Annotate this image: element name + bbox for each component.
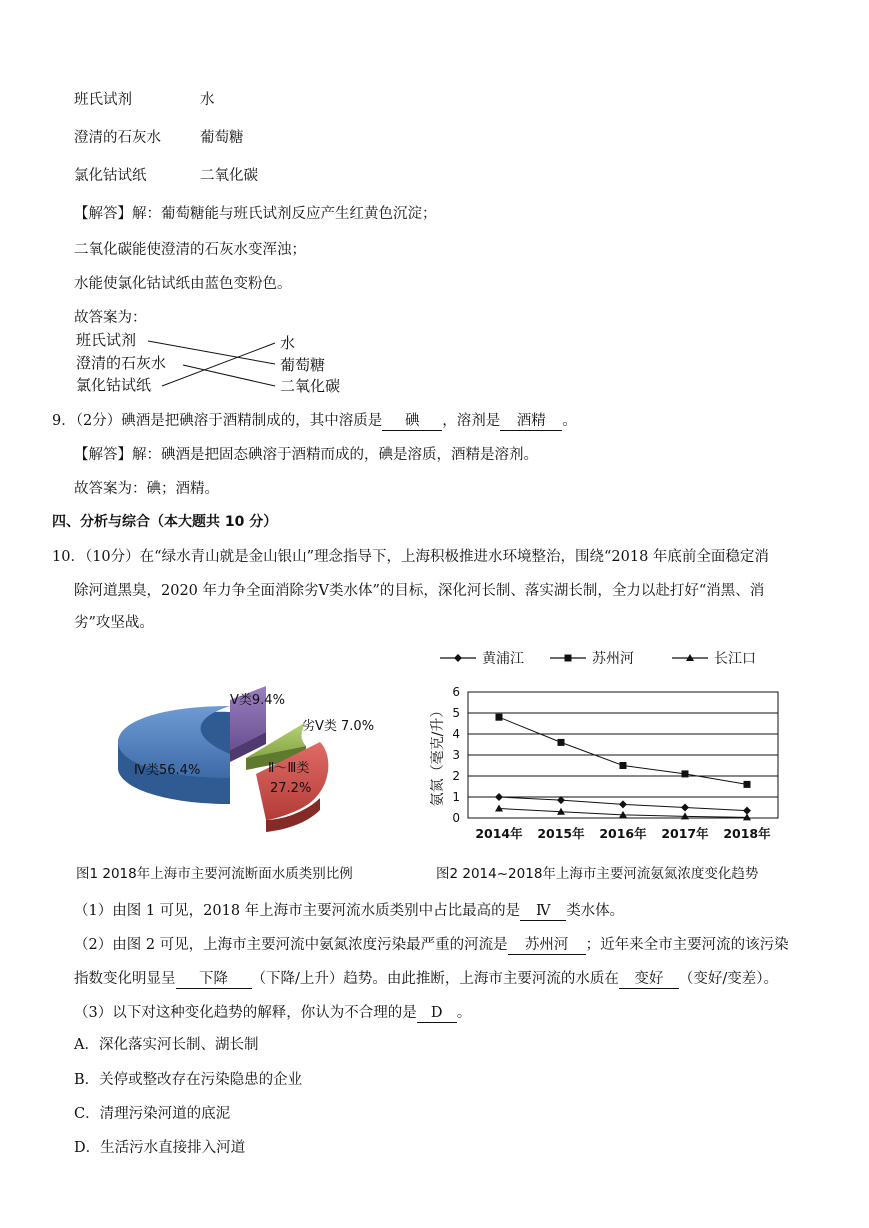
pie-label-v: Ⅴ类9.4% — [230, 693, 285, 708]
sub2-line2-mid: （下降/上升）趋势。由此推断，上海市主要河流的水质在 — [251, 971, 619, 987]
data-point-0-2 — [619, 800, 627, 808]
match-right-3: 二氧化碳 — [200, 168, 258, 184]
y-tick-label: 3 — [452, 748, 460, 762]
sub2-line2-prefix: 指数变化明显呈 — [74, 971, 176, 987]
y-tick-label: 2 — [452, 769, 460, 783]
data-point-1-2 — [620, 762, 627, 769]
series-line-1 — [499, 717, 747, 784]
sub2-blank-3: 变好 — [619, 970, 679, 989]
q10-intro-1: 10．（10分）在“绿水青山就是金山银山”理念指导下，上海积极推进水环境整治，围绕“2018 年底前全面稳定消 — [52, 549, 769, 565]
fig-left-1: 班氏试剂 — [76, 331, 137, 349]
match-line-2 — [183, 365, 275, 386]
q10-intro-3: 劣”攻坚战。 — [74, 615, 154, 631]
data-point-1-0 — [496, 714, 503, 721]
q8-final-label: 故答案为： — [74, 310, 147, 326]
answer-tag: 【解答】 — [74, 447, 132, 463]
match-left-2: 澄清的石灰水 — [74, 130, 161, 146]
sub1-blank: Ⅳ — [520, 902, 566, 921]
pie-chart — [106, 680, 386, 840]
section-heading: 四、分析与综合（本大题共 10 分） — [52, 514, 278, 530]
x-tick-label: 2017年 — [661, 826, 709, 841]
data-point-2-0 — [495, 805, 503, 812]
q9-mid: ，溶剂是 — [442, 413, 501, 429]
pie-label-ii-iii-pct: 27.2% — [270, 781, 312, 796]
q9-prefix: 9．（2分）碘酒是把碘溶于酒精制成的，其中溶质是 — [52, 413, 383, 429]
sub1-suffix: 类水体。 — [566, 903, 625, 919]
fig-right-3: 二氧化碳 — [280, 377, 341, 395]
legend-label-0: 黄浦江 — [482, 651, 524, 667]
sub2-blank-1: 苏州河 — [508, 936, 586, 955]
y-tick-label: 4 — [452, 727, 460, 741]
legend-label-2: 长江口 — [714, 651, 756, 667]
q9-blank-1: 碘 — [382, 412, 442, 431]
option-c: C．清理污染河道的底泥 — [74, 1106, 231, 1122]
sub3-prefix: （3）以下对这种变化趋势的解释，你认为不合理的是 — [74, 1005, 417, 1021]
fig2-caption: 图2 2014~2018年上海市主要河流氨氮浓度变化趋势 — [436, 866, 759, 882]
data-point-1-3 — [682, 770, 689, 777]
match-right-2: 葡萄糖 — [200, 130, 244, 146]
line-chart — [420, 642, 800, 848]
x-tick-label: 2015年 — [537, 826, 585, 841]
fig-right-1: 水 — [280, 334, 296, 352]
sub2-mid: ；近年来全市主要河流的该污染 — [585, 937, 789, 953]
data-point-1-4 — [744, 781, 751, 788]
option-d: D．生活污水直接排入河道 — [74, 1140, 246, 1156]
q10-intro-2: 除河道黑臭，2020 年力争全面消除劣Ⅴ类水体”的目标，深化河长制、落实湖长制，全力以赴打好“消黑、消 — [74, 583, 765, 599]
y-tick-label: 5 — [452, 706, 460, 720]
fig1-caption: 图1 2018年上海市主要河流断面水质类别比例 — [76, 866, 353, 882]
option-b: B．关停或整改存在污染隐患的企业 — [74, 1072, 303, 1088]
q8-answer-text-1: 解：葡萄糖能与班氏试剂反应产生红黄色沉淀； — [132, 206, 437, 222]
fig-right-2: 葡萄糖 — [280, 356, 326, 374]
q9-blank-2: 酒精 — [500, 412, 562, 431]
sub-question-2-line-1 — [74, 933, 789, 955]
match-right-1: 水 — [200, 92, 215, 108]
y-tick-label: 0 — [452, 811, 460, 825]
match-left-3: 氯化钴试纸 — [74, 168, 147, 184]
pie-label-worse-v: 劣Ⅴ类 7.0% — [302, 719, 375, 734]
match-left-1: 班氏试剂 — [74, 92, 132, 108]
legend-marker-0 — [454, 654, 462, 662]
y-tick-label: 1 — [452, 790, 460, 804]
legend-label-1: 苏州河 — [592, 651, 634, 667]
q9-final: 故答案为：碘；酒精。 — [74, 481, 219, 497]
sub-question-1 — [74, 899, 624, 921]
pie-label-ii-iii: Ⅱ～Ⅲ类 — [268, 761, 310, 776]
sub2-prefix: （2）由图 2 可见，上海市主要河流中氨氮浓度污染最严重的河流是 — [74, 937, 508, 953]
pie-label-iv: Ⅳ类56.4% — [134, 763, 201, 778]
data-point-0-0 — [495, 793, 503, 801]
x-tick-label: 2016年 — [599, 826, 647, 841]
fig-left-2: 澄清的石灰水 — [76, 354, 167, 372]
q9-answer — [74, 443, 538, 464]
q9-question — [52, 409, 577, 431]
q8-answer-line-3: 水能使氯化钴试纸由蓝色变粉色。 — [74, 276, 292, 292]
legend-marker-1 — [565, 655, 572, 662]
sub2-blank-2: 下降 — [176, 970, 252, 989]
sub-question-3 — [74, 1001, 471, 1023]
q8-answer-line-1 — [74, 202, 437, 223]
q8-answer-line-2: 二氧化碳能使澄清的石灰水变浑浊； — [74, 242, 306, 258]
x-tick-label: 2014年 — [475, 826, 523, 841]
match-line-1 — [148, 341, 275, 364]
data-point-0-3 — [681, 804, 689, 812]
fig-left-3: 氯化钴试纸 — [76, 376, 152, 394]
option-a: A．深化落实河长制、湖长制 — [74, 1037, 259, 1053]
sub3-blank: D — [417, 1004, 457, 1023]
x-tick-label: 2018年 — [723, 826, 771, 841]
matching-figure — [70, 328, 370, 400]
sub-question-2-line-2 — [74, 967, 778, 989]
y-tick-label: 6 — [452, 685, 460, 699]
q9-answer-text: 解：碘酒是把固态碘溶于酒精而成的，碘是溶质，酒精是溶剂。 — [132, 447, 538, 463]
sub2-line2-suffix: （变好/变差）。 — [678, 971, 779, 987]
y-axis-label: 氨氮（毫克/升） — [430, 703, 446, 807]
data-point-1-1 — [558, 739, 565, 746]
answer-tag: 【解答】 — [74, 206, 132, 222]
sub1-prefix: （1）由图 1 可见，2018 年上海市主要河流水质类别中占比最高的是 — [74, 903, 521, 919]
q9-suffix: 。 — [562, 413, 577, 429]
match-line-3 — [162, 343, 275, 386]
sub3-suffix: 。 — [456, 1005, 472, 1021]
